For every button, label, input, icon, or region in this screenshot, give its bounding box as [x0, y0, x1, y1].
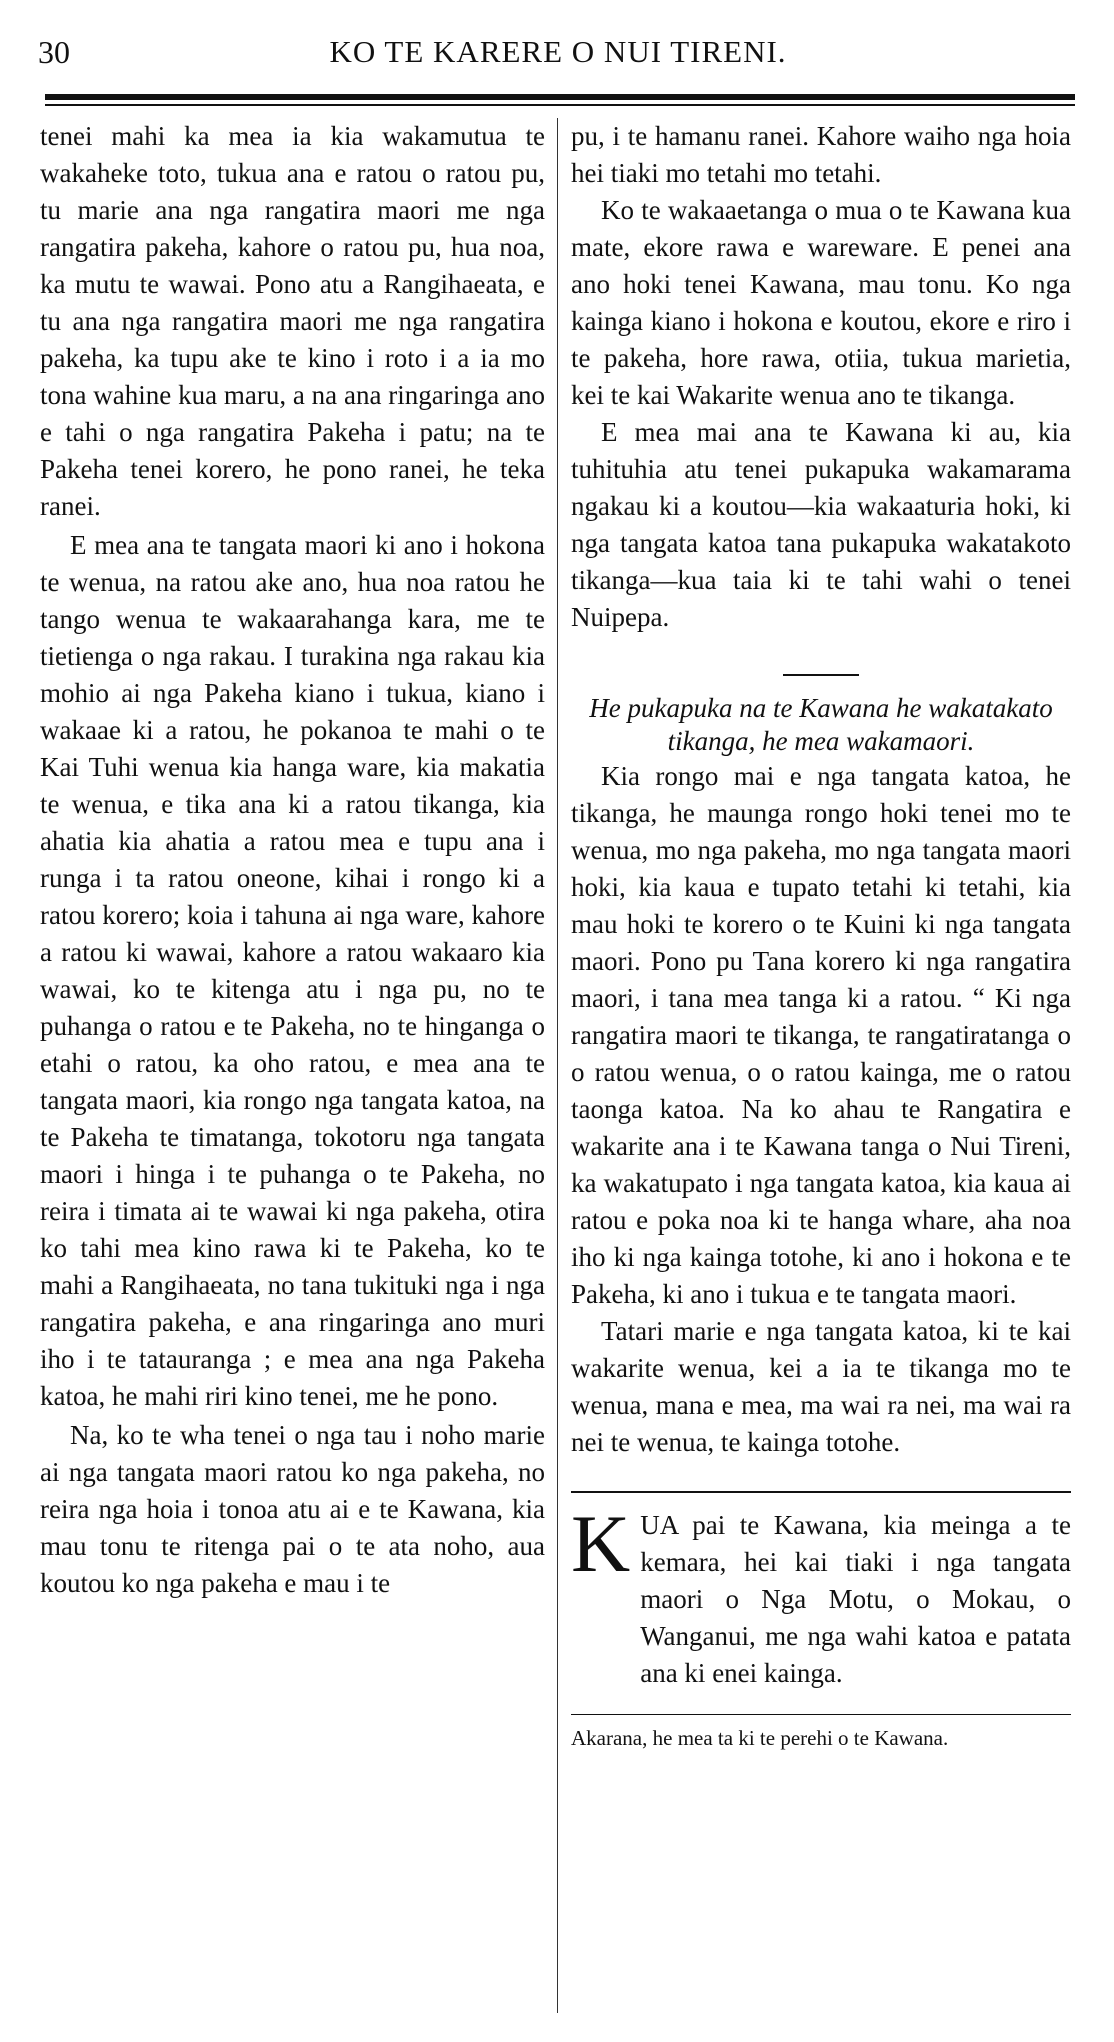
notice	[571, 1498, 1071, 1692]
printer-imprint: Akarana, he mea ta ki te perehi o te Kawana.	[571, 1726, 949, 1750]
footer-rule	[571, 1714, 1071, 1715]
column-divider	[557, 118, 558, 2013]
notice-rule	[571, 1491, 1071, 1493]
right-paragraph: E mea mai ana te Kawana ki au, kia tuhituhia atu tenei pukapuka wakamarama ngakau ki a koutou—kia wakaaturia hoki, ki nga tangata katoa tana pukapuka wakatakoto tikanga—kua taia ki te tahi wahi o tenei Nuipepa.	[571, 417, 1071, 632]
right-column	[571, 118, 1071, 1751]
left-paragraph: Na, ko te wha tenei o nga tau i noho marie ai nga tangata maori ratou ko nga pakeha, no reira nga hoia i tonoa atu ai e te Kawana, kia mau tonu te ritenga pai o te ata noho, aua koutou ko nga pakeha e mau i te	[40, 1420, 545, 1598]
page-number: 30	[38, 34, 70, 70]
left-paragraph: E mea ana te tangata maori ki ano i hokona te wenua, na ratou ake ano, hua noa ratou he tango wenua te wakaarahanga kara, me te tietienga o nga rakau. I turakina nga rakau kia mohio ai nga Pakeha kiano i tukua, kiano i wakaae ki a ratou, he pokanoa te mahi o te Kai Tuhi wenua kia hanga ware, kia makatia te wenua, e tika ana ki a ratou tikanga, kia ahatia kia ahatia a ratou mea e tupu ana i runga i ta ratou oneone, kihai i rongo ki a ratou korero; koia i tahuna ai nga ware, kahore a ratou ki wawai, kahore a ratou wakaaro kia wawai, ko te kitenga atu i nga pu, no te puhanga o ratou e te Pakeha, no te hinganga o etahi o ratou, ka oho ratou, e mea ana te tangata maori, kia rongo nga tangata katoa, na te Pakeha te timatanga, tokotoru nga tangata maori i hinga i te puhanga o te Pakeha, no reira i timata ai te wawai ki nga pakeha, otira ko tahi mea kino rawa ki te Pakeha, ko te mahi a Rangihaeata, no tana tukituki nga i nga rangatira pakeha, e ana ringaringa ano muri iho i te tatauranga ; e mea ana nga Pakeha katoa, he mahi riri kino tenei, me he pono.	[40, 530, 545, 1411]
proclamation-paragraph: Kia rongo mai e nga tangata katoa, he tikanga, he maunga rongo hoki tenei mo te wenua, mo nga pakeha, mo nga tangata maori hoki, kia kaua e tupato tetahi ki tetahi, kia mau hoki te korero o te Kuini ki nga tangata maori. Pono pu Tana korero ki nga rangatira maori, i tana mea tanga ki a ratou. “ Ki nga rangatira maori te tikanga, te rangatiratanga o o ratou wenua, o o ratou kainga, me o ratou taonga katoa. Na ko ahau te Rangatira e wakarite ana i te Kawana tanga o Nui Tireni, ka wakatupato i nga tangata katoa, kia kaua ai ratou e poka noa ki te hanga whare, aha noa iho ki nga kainga totohe, ki ano i hokona e te Pakeha, ki ano i tukua e te tangata maori.	[571, 761, 1071, 1309]
drop-cap: K	[571, 1498, 631, 1589]
left-paragraph: tenei mahi ka mea ia kia wakamutua te wakaheke toto, tukua ana e ratou o ratou pu, tu marie ana nga rangatira maori me nga rangatira pakeha, kahore o ratou pu, hua noa, ka mutu te wawai. Pono atu a Rangihaeata, e tu ana nga rangatira maori me nga rangatira pakeha, ka tupu ake te kino i roto i a ia mo tona wahine kua maru, a na ana ringaringa ano e tahi o nga rangatira Pakeha i patu; na te Pakeha tenei korero, he pono ranei, he teka ranei.	[40, 121, 545, 521]
right-paragraph: pu, i te hamanu ranei. Kahore waiho nga hoia hei tiaki mo tetahi mo tetahi.	[571, 121, 1071, 188]
header-rule-thick	[45, 94, 1075, 100]
section-separator	[783, 674, 859, 676]
right-paragraph: Ko te wakaaetanga o mua o te Kawana kua mate, ekore rawa e wareware. E penei ana ano hoki tenei Kawana, mau tonu. Ko nga kainga kiano i hokona e koutou, ekore e riro i te pakeha, hore rawa, otiia, tukua marietia, kei te kai Wakarite wenua ano te tikanga.	[571, 195, 1071, 410]
notice-text: UA pai te Kawana, kia meinga a te kemara, hei kai tiaki i nga tangata maori o Nga Motu, o Mokau, o Wanganui, me nga wahi katoa e patata ana ki enei kainga.	[640, 1510, 1071, 1688]
proclamation-paragraph: Tatari marie e nga tangata katoa, ki te kai wakarite wenua, kei a ia te tikanga mo te wenua, mana e mea, ma wai ra nei, ma wai ra nei te wenua, te kainga totohe.	[571, 1316, 1071, 1457]
running-title: KO TE KARERE O NUI TIRENI.	[329, 34, 787, 69]
header-rule-thin	[45, 104, 1075, 106]
proclamation-title: He pukapuka na te Kawana he wakatakato tikanga, he mea wakamaori.	[589, 693, 1053, 756]
left-column	[40, 118, 545, 1602]
page-header	[38, 34, 1078, 86]
